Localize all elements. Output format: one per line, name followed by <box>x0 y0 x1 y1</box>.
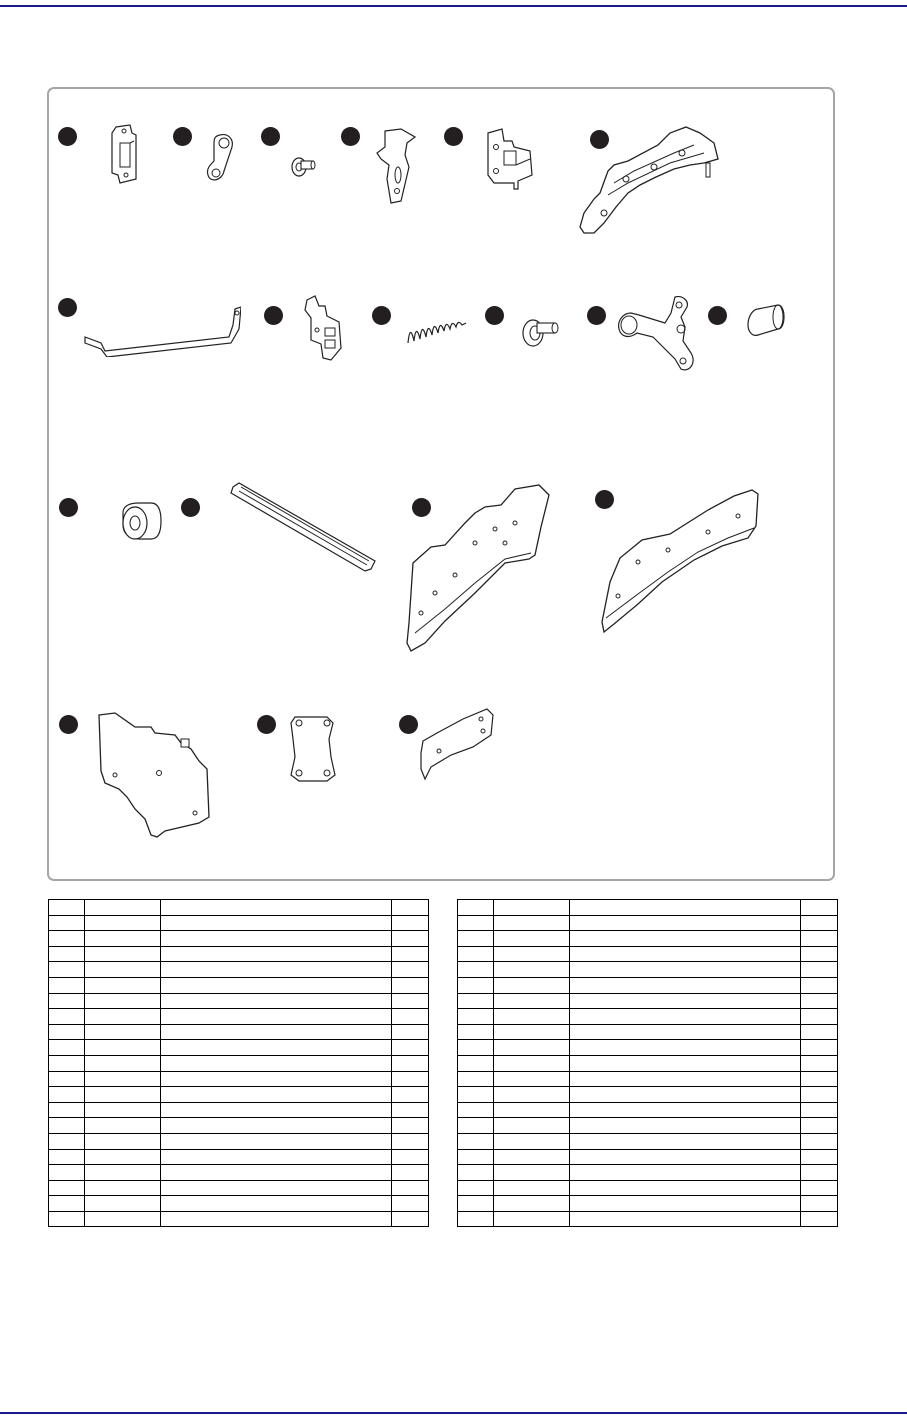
table-cell <box>458 900 494 916</box>
table-cell <box>85 900 161 916</box>
table-cell <box>801 1196 838 1212</box>
table-cell <box>494 1165 570 1181</box>
table-cell <box>801 1087 838 1103</box>
table-cell <box>161 1180 392 1196</box>
table-row <box>458 1180 838 1196</box>
table-cell <box>570 1180 801 1196</box>
table-cell <box>801 931 838 947</box>
table-cell <box>801 1071 838 1087</box>
table-cell <box>85 931 161 947</box>
guide-plate-icon <box>417 707 497 781</box>
table-cell <box>49 1055 85 1071</box>
table-cell <box>494 962 570 978</box>
table-cell <box>458 946 494 962</box>
table-cell <box>801 1133 838 1149</box>
table-cell <box>49 1071 85 1087</box>
table-cell <box>494 1180 570 1196</box>
table-cell <box>458 1087 494 1103</box>
table-row <box>458 1149 838 1165</box>
table-row <box>49 1087 429 1103</box>
part-marker <box>58 127 77 146</box>
table-cell <box>801 1055 838 1071</box>
microswitch-bracket-icon <box>299 294 349 362</box>
table-row <box>49 1118 429 1134</box>
table-cell <box>49 946 85 962</box>
part-marker <box>257 715 276 734</box>
table-row <box>458 931 838 947</box>
table-cell <box>494 1118 570 1134</box>
collar-screw-icon <box>289 151 319 181</box>
rear-plate-icon <box>95 709 215 839</box>
table-row <box>49 1196 429 1212</box>
table-cell <box>49 977 85 993</box>
table-cell <box>49 1165 85 1181</box>
table-cell <box>85 1055 161 1071</box>
table-cell <box>49 1149 85 1165</box>
table-row <box>458 977 838 993</box>
table-cell <box>85 1009 161 1025</box>
table-cell <box>570 1165 801 1181</box>
table-row <box>458 993 838 1009</box>
table-cell <box>801 900 838 916</box>
table-cell <box>161 1087 392 1103</box>
table-row <box>458 1009 838 1025</box>
table-cell <box>85 1040 161 1056</box>
table-cell <box>570 1040 801 1056</box>
table-cell <box>570 1055 801 1071</box>
table-cell <box>458 1102 494 1118</box>
table-cell <box>49 900 85 916</box>
table-cell <box>392 900 429 916</box>
table-cell <box>458 1165 494 1181</box>
table-cell <box>392 1118 429 1134</box>
table-cell <box>85 993 161 1009</box>
table-cell <box>494 1009 570 1025</box>
cam-link-icon <box>202 131 238 187</box>
table-cell <box>570 900 801 916</box>
table-cell <box>458 1009 494 1025</box>
part-marker <box>341 127 360 146</box>
table-cell <box>85 1087 161 1103</box>
table-cell <box>49 1102 85 1118</box>
table-cell <box>494 1040 570 1056</box>
table-cell <box>801 1149 838 1165</box>
guide-rail-icon <box>227 481 377 573</box>
table-cell <box>570 931 801 947</box>
table-cell <box>161 977 392 993</box>
part-marker <box>372 306 391 325</box>
table-cell <box>494 1071 570 1087</box>
part-marker <box>264 306 283 325</box>
table-row <box>49 1009 429 1025</box>
spring-icon <box>404 317 468 347</box>
table-row <box>49 962 429 978</box>
table-cell <box>494 946 570 962</box>
part-marker <box>444 127 463 146</box>
table-cell <box>801 1118 838 1134</box>
table-cell <box>49 1133 85 1149</box>
table-row <box>49 1149 429 1165</box>
table-cell <box>161 1118 392 1134</box>
table-row <box>458 1165 838 1181</box>
mount-plate-icon <box>287 713 339 785</box>
table-cell <box>85 1071 161 1087</box>
table-cell <box>85 1196 161 1212</box>
table-cell <box>85 1165 161 1181</box>
table-cell <box>801 962 838 978</box>
table-cell <box>85 977 161 993</box>
bracket-icon <box>104 123 144 185</box>
table-cell <box>161 1071 392 1087</box>
table-cell <box>161 962 392 978</box>
parts-table-left <box>48 899 429 1227</box>
table-cell <box>494 1024 570 1040</box>
table-row <box>49 1040 429 1056</box>
table-cell <box>85 1102 161 1118</box>
table-cell <box>49 962 85 978</box>
table-cell <box>801 1009 838 1025</box>
table-cell <box>392 962 429 978</box>
table-row <box>49 1055 429 1071</box>
table-cell <box>392 1024 429 1040</box>
table-cell <box>570 1211 801 1227</box>
parts-illustration <box>47 87 835 881</box>
table-cell <box>570 1087 801 1103</box>
table-cell <box>801 1040 838 1056</box>
table-cell <box>494 1087 570 1103</box>
table-row <box>458 1055 838 1071</box>
part-marker <box>58 298 77 317</box>
part-marker <box>181 498 200 517</box>
table-cell <box>392 1211 429 1227</box>
table-cell <box>392 1071 429 1087</box>
table-cell <box>85 1211 161 1227</box>
table-row <box>458 1133 838 1149</box>
table-row <box>458 1211 838 1227</box>
table-cell <box>392 1165 429 1181</box>
table-cell <box>494 900 570 916</box>
table-cell <box>494 915 570 931</box>
table-row <box>458 1071 838 1087</box>
part-marker <box>399 715 418 734</box>
table-cell <box>458 977 494 993</box>
table-cell <box>570 1024 801 1040</box>
table-cell <box>494 1196 570 1212</box>
table-cell <box>494 1133 570 1149</box>
table-cell <box>49 915 85 931</box>
table-cell <box>570 1196 801 1212</box>
table-cell <box>161 1211 392 1227</box>
table-cell <box>458 1024 494 1040</box>
table-cell <box>570 1071 801 1087</box>
side-plate-left-icon <box>405 483 555 653</box>
part-marker <box>261 127 280 146</box>
table-cell <box>49 1087 85 1103</box>
top-rule <box>0 5 907 7</box>
table-cell <box>161 1102 392 1118</box>
table-cell <box>458 1133 494 1149</box>
table-cell <box>49 1024 85 1040</box>
lever-arm-icon <box>609 293 699 383</box>
table-cell <box>458 1211 494 1227</box>
table-cell <box>49 931 85 947</box>
table-cell <box>570 1009 801 1025</box>
table-row <box>458 900 838 916</box>
table-cell <box>458 1196 494 1212</box>
table-cell <box>801 977 838 993</box>
table-cell <box>458 962 494 978</box>
table-cell <box>392 1087 429 1103</box>
table-row <box>49 931 429 947</box>
table-cell <box>161 1149 392 1165</box>
table-cell <box>458 1055 494 1071</box>
table-cell <box>49 1118 85 1134</box>
table-cell <box>570 1149 801 1165</box>
part-marker <box>59 498 78 517</box>
table-cell <box>161 1009 392 1025</box>
table-cell <box>49 1196 85 1212</box>
table-cell <box>392 1180 429 1196</box>
table-row <box>458 915 838 931</box>
table-cell <box>570 915 801 931</box>
table-row <box>49 1211 429 1227</box>
table-cell <box>801 1211 838 1227</box>
table-cell <box>392 946 429 962</box>
table-row <box>49 977 429 993</box>
table-cell <box>161 1165 392 1181</box>
table-cell <box>570 977 801 993</box>
rod-icon <box>81 301 241 357</box>
table-cell <box>161 1055 392 1071</box>
table-cell <box>494 977 570 993</box>
table-cell <box>458 915 494 931</box>
table-cell <box>161 931 392 947</box>
table-cell <box>392 1133 429 1149</box>
table-cell <box>801 915 838 931</box>
table-cell <box>392 1055 429 1071</box>
shoulder-screw-icon <box>519 311 563 351</box>
table-cell <box>85 1180 161 1196</box>
part-marker <box>708 306 727 325</box>
table-cell <box>458 931 494 947</box>
table-cell <box>494 1211 570 1227</box>
table-cell <box>49 1180 85 1196</box>
table-cell <box>458 993 494 1009</box>
table-cell <box>392 1009 429 1025</box>
table-row <box>458 1040 838 1056</box>
table-row <box>458 1024 838 1040</box>
table-row <box>458 946 838 962</box>
table-cell <box>85 1024 161 1040</box>
table-cell <box>49 1040 85 1056</box>
pin-icon <box>744 301 788 341</box>
table-row <box>49 1133 429 1149</box>
table-cell <box>570 946 801 962</box>
table-row <box>49 993 429 1009</box>
table-cell <box>161 900 392 916</box>
table-cell <box>392 1196 429 1212</box>
table-row <box>49 1102 429 1118</box>
table-cell <box>801 1165 838 1181</box>
table-cell <box>392 931 429 947</box>
table-cell <box>494 993 570 1009</box>
table-cell <box>392 1149 429 1165</box>
table-cell <box>161 1133 392 1149</box>
table-cell <box>392 993 429 1009</box>
table-cell <box>801 993 838 1009</box>
part-marker <box>485 306 504 325</box>
side-plate-right-icon <box>598 486 764 636</box>
part-marker <box>587 306 606 325</box>
table-cell <box>494 931 570 947</box>
table-cell <box>458 1118 494 1134</box>
hook-lever-icon <box>371 125 421 205</box>
table-row <box>49 900 429 916</box>
table-cell <box>570 962 801 978</box>
table-cell <box>392 1102 429 1118</box>
table-row <box>49 1180 429 1196</box>
table-row <box>49 946 429 962</box>
table-cell <box>49 993 85 1009</box>
frame-arm-icon <box>574 123 724 235</box>
table-cell <box>458 1040 494 1056</box>
table-cell <box>85 962 161 978</box>
table-cell <box>161 1024 392 1040</box>
table-cell <box>161 993 392 1009</box>
table-row <box>49 1165 429 1181</box>
table-cell <box>494 1055 570 1071</box>
table-cell <box>570 1118 801 1134</box>
table-cell <box>161 946 392 962</box>
table-cell <box>570 1102 801 1118</box>
table-cell <box>392 977 429 993</box>
table-cell <box>85 915 161 931</box>
table-cell <box>458 1071 494 1087</box>
table-cell <box>161 1040 392 1056</box>
table-cell <box>801 946 838 962</box>
table-cell <box>85 1133 161 1149</box>
table-row <box>49 1071 429 1087</box>
table-cell <box>49 1009 85 1025</box>
part-marker <box>173 127 192 146</box>
table-cell <box>85 1149 161 1165</box>
table-row <box>458 1196 838 1212</box>
table-cell <box>494 1102 570 1118</box>
roller-icon <box>115 499 165 545</box>
table-row <box>49 915 429 931</box>
table-cell <box>458 1180 494 1196</box>
table-cell <box>85 1118 161 1134</box>
table-cell <box>494 1149 570 1165</box>
table-cell <box>392 915 429 931</box>
bottom-rule <box>0 1412 907 1414</box>
table-cell <box>161 915 392 931</box>
part-marker <box>59 715 78 734</box>
table-cell <box>801 1180 838 1196</box>
table-cell <box>801 1024 838 1040</box>
table-row <box>458 1118 838 1134</box>
table-row <box>49 1024 429 1040</box>
table-cell <box>392 1040 429 1056</box>
table-row <box>458 1102 838 1118</box>
table-cell <box>801 1102 838 1118</box>
table-cell <box>161 1196 392 1212</box>
switch-holder-icon <box>482 127 540 191</box>
table-row <box>458 962 838 978</box>
table-cell <box>570 1133 801 1149</box>
table-row <box>458 1087 838 1103</box>
parts-table-right <box>457 899 838 1227</box>
table-cell <box>570 993 801 1009</box>
table-cell <box>458 1149 494 1165</box>
table-cell <box>49 1211 85 1227</box>
table-cell <box>85 946 161 962</box>
